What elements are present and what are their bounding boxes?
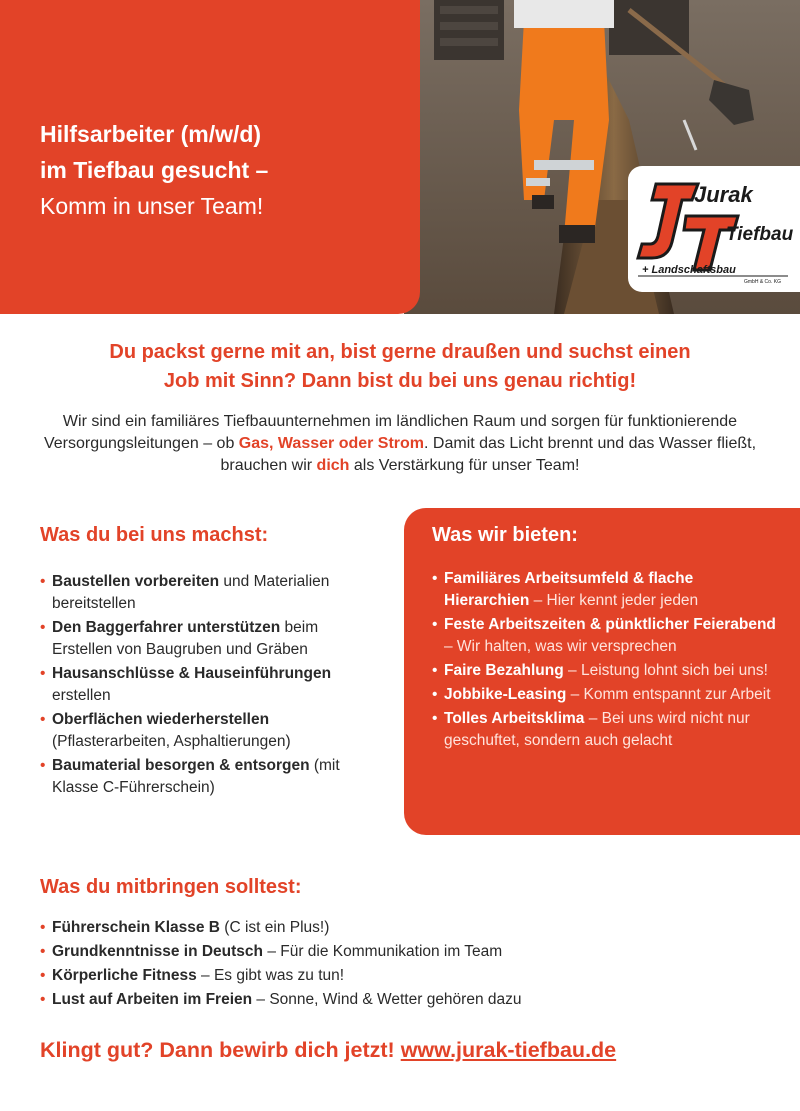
list-item	[40, 571, 370, 615]
list-item	[432, 614, 777, 658]
item-bold: Tolles Arbeitsklima	[444, 710, 585, 727]
cta-text: Klingt gut? Dann bewirb dich jetzt!	[40, 1038, 401, 1062]
job-title-line-1: Hilfsarbeiter (m/w/d)	[40, 121, 262, 147]
intro-highlight-utilities: Gas, Wasser oder Strom	[238, 435, 425, 452]
item-text: und Materialien bereitstellen	[52, 573, 330, 612]
item-bold: Oberflächen wiederherstellen	[52, 711, 270, 728]
offers-section	[404, 508, 800, 835]
logo-subline: + Landschaftsbau	[642, 264, 736, 276]
list-item	[40, 941, 760, 963]
item-text: – Wir halten, was wir versprechen	[444, 638, 677, 655]
item-bold: Baustellen vorbereiten	[52, 573, 220, 590]
intro-text-3: als Verstärkung für unser Team!	[349, 457, 580, 474]
item-text: erstellen	[52, 687, 111, 704]
requirements-title: Was du mitbringen solltest:	[40, 876, 302, 898]
intro-paragraph	[30, 411, 770, 477]
call-to-action	[40, 1038, 616, 1063]
list-item	[40, 617, 370, 661]
tasks-title: Was du bei uns machst:	[40, 524, 269, 546]
job-title-line-2: im Tiefbau gesucht –	[40, 157, 269, 183]
item-bold: Jobbike-Leasing	[444, 686, 567, 703]
item-bold: Familiäres Arbeitsumfeld & flache Hierarchien	[444, 570, 694, 609]
item-bold: Den Baggerfahrer unterstützen	[52, 619, 281, 636]
headline-line-2: Job mit Sinn? Dann bist du bei uns genau richtig!	[163, 370, 637, 392]
intro-text-2: . Damit das Licht brennt und das Wasser fließt, brauchen wir	[220, 435, 757, 474]
list-item	[432, 660, 777, 682]
item-text: (C ist ein Plus!)	[219, 919, 330, 936]
offers-list	[432, 568, 777, 754]
website-link[interactable]: www.jurak-tiefbau.de	[400, 1038, 617, 1062]
item-bold: Faire Bezahlung	[444, 662, 569, 679]
company-logo	[628, 166, 800, 292]
list-item	[432, 708, 777, 752]
item-text: – Sonne, Wind & Wetter gehören dazu	[252, 991, 522, 1008]
item-text: – Hier kennt jeder jeden	[529, 592, 699, 609]
item-bold: Lust auf Arbeiten im Freien	[52, 991, 253, 1008]
requirements-section	[40, 876, 760, 1013]
intro-highlight-dich: dich	[316, 457, 350, 474]
item-bold: Baumaterial besorgen & entsorgen	[52, 757, 310, 774]
list-item	[432, 684, 777, 706]
hero-banner	[0, 0, 800, 314]
tasks-list	[40, 571, 370, 799]
list-item	[40, 989, 760, 1011]
item-bold: Grundkenntnisse in Deutsch	[52, 943, 264, 960]
item-text: beim Erstellen von Baugruben und Gräben	[52, 619, 319, 658]
logo-legal: GmbH & Co. KG	[744, 279, 781, 285]
list-item	[432, 568, 777, 612]
logo-word-tiefbau: Tiefbau	[726, 224, 794, 245]
item-bold: Führerschein Klasse B	[52, 919, 220, 936]
list-item	[40, 709, 370, 753]
item-text: (Pflasterarbeiten, Asphaltierungen)	[52, 733, 291, 750]
list-item	[40, 917, 760, 939]
list-item	[40, 663, 370, 707]
item-bold: Körperliche Fitness	[52, 967, 197, 984]
requirements-list	[40, 917, 760, 1011]
item-bold: Hausanschlüsse & Hauseinführungen	[52, 665, 332, 682]
logo-word-jurak: Jurak	[694, 182, 753, 207]
tasks-section	[40, 524, 370, 801]
item-bold: Feste Arbeitszeiten & pünktlicher Feierabend	[444, 616, 776, 633]
list-item	[40, 755, 370, 799]
offers-title: Was wir bieten:	[432, 524, 578, 546]
item-text: – Es gibt was zu tun!	[196, 967, 345, 984]
item-text: – Bei uns wird nicht nur geschuftet, sondern auch gelacht	[444, 710, 750, 749]
main-headline	[30, 338, 770, 396]
intro-text-1: Wir sind ein familiäres Tiefbauunternehmen im ländlichen Raum und sorgen für funktionierende Versorgungsleitungen – ob	[43, 413, 738, 452]
headline-line-1: Du packst gerne mit an, bist gerne draußen und suchst einen	[109, 341, 691, 363]
job-title-line-3: Komm in unser Team!	[40, 193, 264, 219]
item-text: (mit Klasse C-Führerschein)	[52, 757, 340, 796]
job-title	[40, 116, 268, 224]
list-item	[40, 965, 760, 987]
item-text: – Für die Kommunikation im Team	[263, 943, 503, 960]
item-text: – Leistung lohnt sich bei uns!	[568, 662, 768, 679]
hero-red-panel	[0, 0, 420, 314]
item-text: – Komm entspannt zur Arbeit	[566, 686, 771, 703]
